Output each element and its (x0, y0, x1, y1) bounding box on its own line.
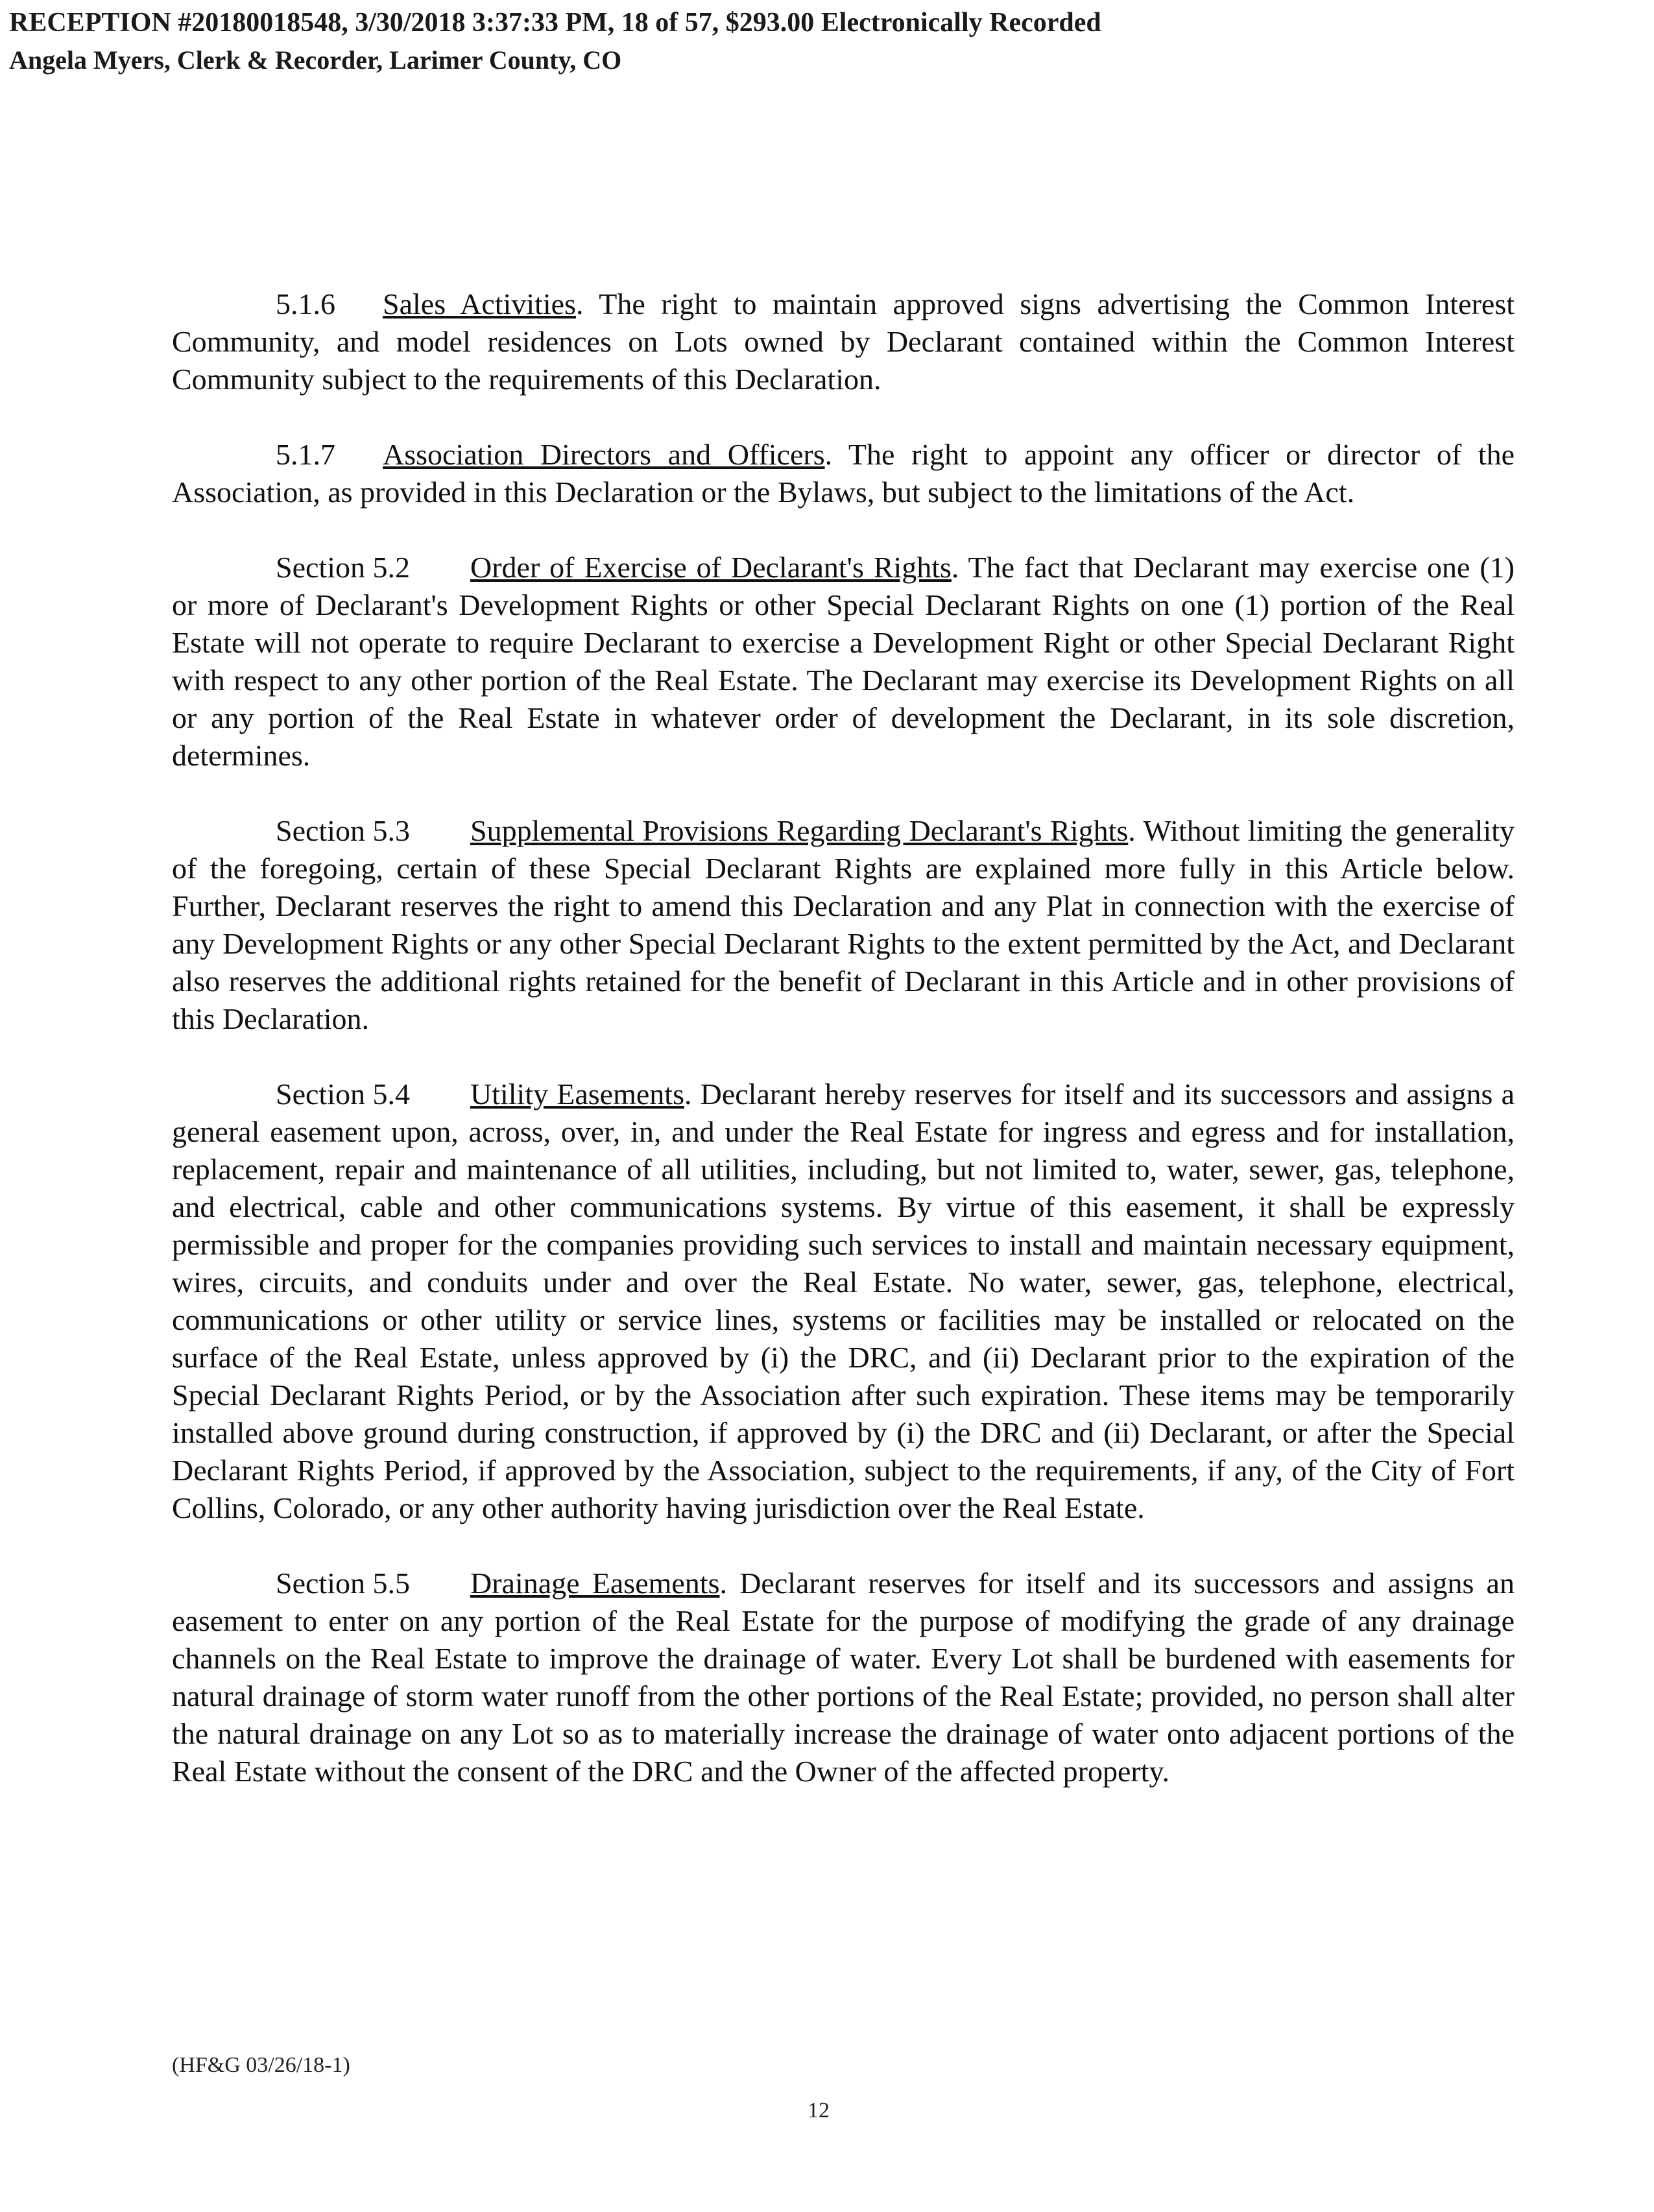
section-text: . Declarant reserves for itself and its successors and assigns an easement to enter on any portion of the Real Estate for the purpose of modifying the grade of any drainage channels on the Real Estate to improve the drainage of water. Every Lot shall be burdened with easements for natural drainage of storm water runoff from the other portions of the Real Estate; provided, no person shall alter the natural drainage on any Lot so as to materially increase the drainage of water onto adjacent portions of the Real Estate without the consent of the DRC and the Owner of the affected property. (172, 1567, 1515, 1788)
paragraph-text: . The right to appoint any officer or director of the Association, as provided in this Declaration or the Bylaws, but subject to the limitations of the Act. (172, 438, 1515, 509)
section-5-5 (172, 1565, 1515, 1790)
section-5-3 (172, 812, 1515, 1038)
paragraph-5-1-7 (172, 436, 1515, 511)
section-text: . Without limiting the generality of the foregoing, certain of these Special Declarant Rights are explained more fully in this Article below. Further, Declarant reserves the right to amend this Declaration and any Plat in connection with the exercise of any Development Rights or any other Special Declarant Rights to the extent permitted by the Act, and Declarant also reserves the additional rights retained for the benefit of Declarant in this Article and in other provisions of this Declaration. (172, 814, 1515, 1035)
recording-stamp-line-2: Angela Myers, Clerk & Recorder, Larimer County, CO (9, 45, 622, 75)
section-number: Section 5.3 (276, 814, 410, 847)
section-text: . Declarant hereby reserves for itself and its successors and assigns a general easement upon, across, over, in, and under the Real Estate for ingress and egress and for installation, replacement, repair and maintenance of all utilities, including, but not limited to, water, sewer, gas, telephone, and electrical, cable and other communications systems. By virtue of this easement, it shall be expressly permissible and proper for the companies providing such services to install and maintain necessary equipment, wires, circuits, and conduits under and over the Real Estate. No water, sewer, gas, telephone, electrical, communications or other utility or service lines, systems or facilities may be installed or relocated on the surface of the Real Estate, unless approved by (i) the DRC, and (ii) Declarant prior to the expiration of the Special Declarant Rights Period, or by the Association after such expiration. These items may be temporarily installed above ground during construction, if approved by (i) the DRC and (ii) Declarant, or after the Special Declarant Rights Period, if approved by the Association, subject to the requirements, if any, of the City of Fort Collins, Colorado, or any other authority having jurisdiction over the Real Estate. (172, 1077, 1515, 1524)
section-heading: Drainage Easements (470, 1567, 720, 1600)
section-number: Section 5.4 (276, 1077, 410, 1111)
recording-stamp-line-1: RECEPTION #20180018548, 3/30/2018 3:37:33 PM, 18 of 57, $293.00 Electronically Recorded (9, 8, 1101, 38)
paragraph-number: 5.1.6 (276, 287, 335, 320)
document-body (172, 285, 1515, 1828)
section-number: Section 5.2 (276, 551, 410, 584)
paragraph-heading: Association Directors and Officers (383, 438, 825, 471)
section-5-4 (172, 1076, 1515, 1527)
paragraph-number: 5.1.7 (276, 438, 335, 471)
paragraph-heading: Sales Activities (383, 287, 576, 320)
paragraph-text: . The right to maintain approved signs advertising the Common Interest Community, and model residences on Lots owned by Declarant contained within the Common Interest Community subject to the requirements of this Declaration. (172, 287, 1515, 396)
document-reference: (HF&G 03/26/18-1) (172, 2053, 350, 2077)
section-heading: Order of Exercise of Declarant's Rights (470, 551, 952, 584)
section-heading: Utility Easements (470, 1077, 684, 1111)
section-heading: Supplemental Provisions Regarding Declarant's Rights (470, 814, 1129, 847)
recording-stamp (9, 4, 1101, 79)
paragraph-5-1-6 (172, 285, 1515, 398)
section-5-2 (172, 549, 1515, 775)
section-number: Section 5.5 (276, 1567, 410, 1600)
section-text: . The fact that Declarant may exercise one (1) or more of Declarant's Development Rights or other Special Declarant Rights on one (1) portion of the Real Estate will not operate to require Declarant to exercise a Development Right or other Special Declarant Right with respect to any other portion of the Real Estate. The Declarant may exercise its Development Rights on all or any portion of the Real Estate in whatever order of development the Declarant, in its sole discretion, determines. (172, 551, 1515, 772)
page-number: 12 (808, 2098, 830, 2122)
